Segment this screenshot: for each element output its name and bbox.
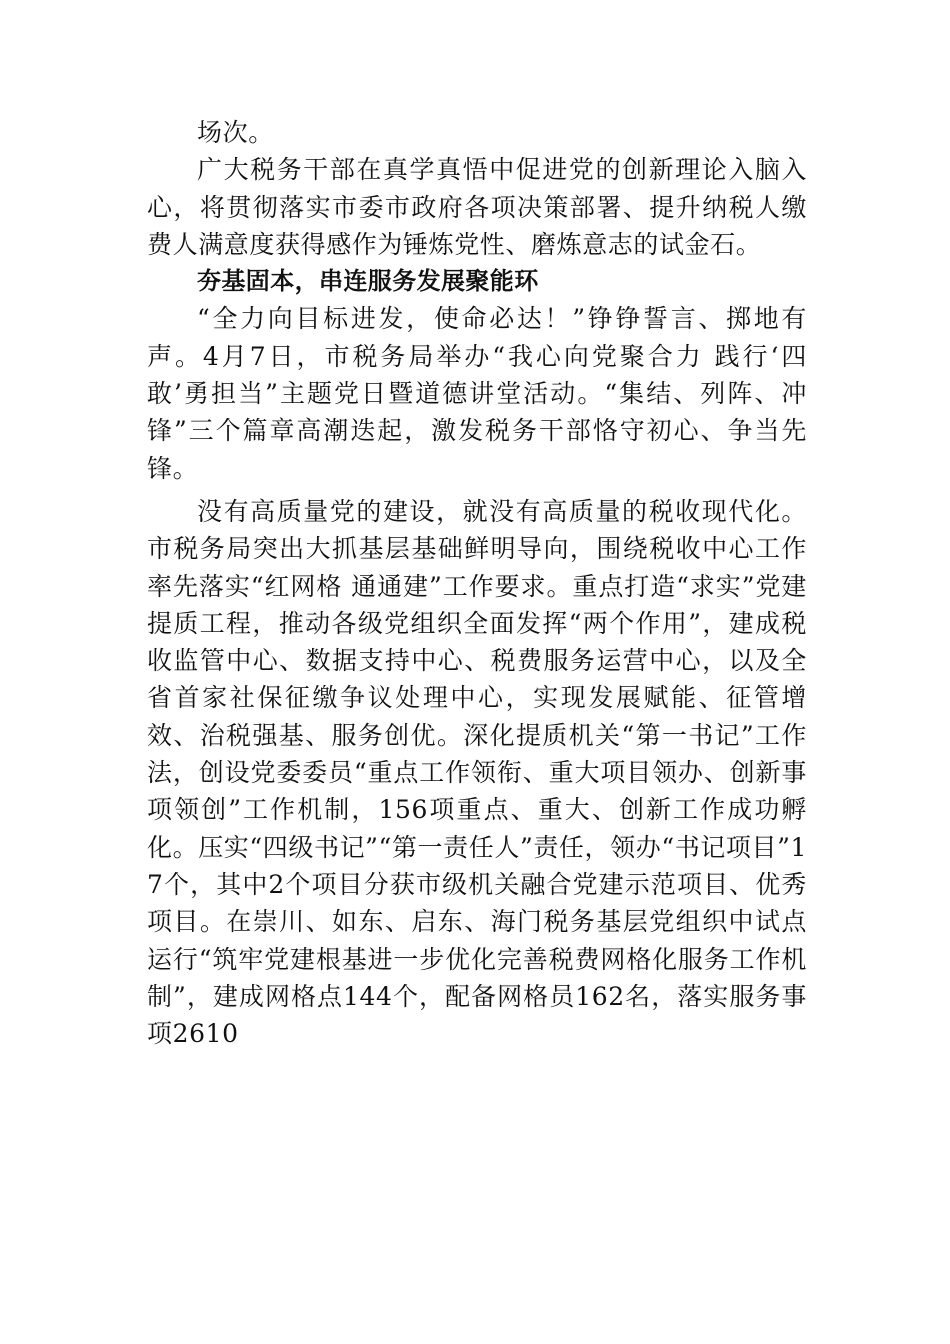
paragraph-party-day: “全力向目标进发，使命必达！”铮铮誓言、掷地有声。4月7日，市税务局举办“我心向党聚合力 践行‘四敢’勇担当”主题党日暨道德讲堂活动。“集结、列阵、冲锋”三个篇章高潮迭起，激发税务干部恪守初心、争当先锋。 xyxy=(147,304,807,483)
section-heading: 夯基固本，串连服务发展聚能环 xyxy=(197,267,539,296)
document-body xyxy=(147,114,807,1052)
paragraph-party-building: 没有高质量党的建设，就没有高质量的税收现代化。市税务局突出大抓基层基础鲜明导向，围绕税收中心工作率先落实“红网格 通通建”工作要求。重点打造“求实”党建提质工程，推动各级党组织全面发挥“两个作用”，建成税收监管中心、数据支持中心、税费服务运营中心，以及全省首家社保征缴争议处理中心，实现发展赋能、征管增效、治税强基、服务创优。深化提质机关“第一书记”工作法，创设党委委员“重点工作领衔、重大项目领办、创新事项领创”工作机制，156项重点、重大、创新工作成功孵化。压实“四级书记”“第一责任人”责任，领办“书记项目”17个，其中2个项目分获市级机关融合党建示范项目、优秀项目。在崇川、如东、启东、海门税务基层党组织中试点运行“筑牢党建根基进一步优化完善税费网格化服务工作机制”，建成网格点144个，配备网格员162名，落实服务事项2610 xyxy=(147,496,807,1049)
paragraph-continuation: 场次。 xyxy=(197,118,274,147)
paragraph-theory: 广大税务干部在真学真悟中促进党的创新理论入脑入心，将贯彻落实市委市政府各项决策部署、提升纳税人缴费人满意度获得感作为锤炼党性、磨炼意志的试金石。 xyxy=(147,155,807,259)
